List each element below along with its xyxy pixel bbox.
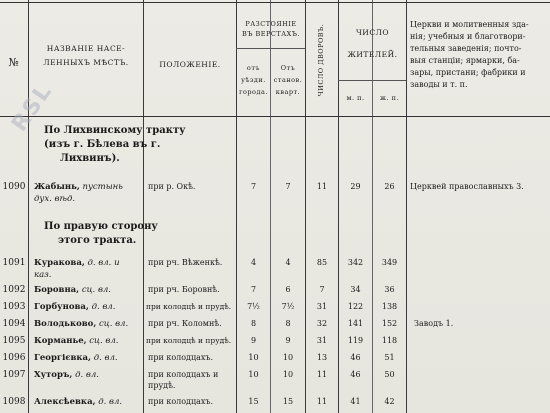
male-count: 46 — [350, 370, 361, 379]
place-type: д. вл. — [91, 302, 116, 312]
yards-count: 11 — [316, 182, 328, 191]
place-name-main: Георгієвка, — [34, 353, 92, 363]
distance-uezd: 15 — [248, 397, 259, 406]
place-position-cont: прудѣ. — [148, 381, 176, 390]
header-residents-1: ЧИСЛО — [356, 28, 389, 37]
column-rule — [270, 0, 271, 413]
yards-count: 11 — [316, 370, 328, 379]
row-number: 1095 — [2, 336, 26, 346]
header-distance-line2: ВЪ ВЕРСТАХЪ. — [242, 30, 300, 38]
yards-count: 7 — [319, 285, 325, 294]
place-type: д. вл. — [98, 397, 123, 407]
place-position: при колодцахъ. — [148, 397, 214, 406]
row-number: 1094 — [2, 319, 26, 329]
place-name-main: Хуторъ, — [34, 370, 73, 380]
place-type: д. вл. — [75, 370, 99, 380]
place-name — [34, 353, 118, 364]
row-number: 1098 — [2, 397, 26, 407]
row-number: 1096 — [2, 353, 26, 363]
place-name — [34, 258, 120, 269]
distance-uezd: 10 — [248, 370, 259, 379]
male-count: 119 — [347, 336, 364, 345]
female-count: 138 — [381, 302, 398, 311]
place-name — [34, 285, 111, 296]
distance-uezd: 7½ — [247, 302, 260, 311]
row-note: Заводъ 1. — [414, 319, 454, 328]
place-position: при р. Окѣ. — [148, 182, 196, 191]
yards-count: 13 — [316, 353, 328, 362]
place-type-2: дух. вѣд. — [34, 194, 76, 204]
header-top-rule — [0, 2, 550, 3]
place-name-main: Куракова, — [34, 258, 85, 268]
header-female: ж. п. — [379, 94, 399, 102]
place-name-main: Боровна, — [34, 285, 80, 295]
header-notes-2: нія; учебныя и благотвори- — [410, 32, 526, 41]
place-name-main: Горбунова, — [34, 302, 89, 312]
header-number: № — [8, 56, 20, 69]
distance-subrule — [236, 48, 305, 49]
header-dist-uezd-1: отъ — [246, 64, 261, 72]
distance-uezd: 10 — [248, 353, 259, 362]
distance-uezd: 9 — [250, 336, 257, 345]
section-tract-line3: Лихвинъ). — [60, 153, 120, 164]
section-right-line2: этого тракта. — [58, 235, 137, 246]
place-name-main: Алексѣевка, — [34, 397, 96, 407]
place-name — [34, 397, 122, 408]
distance-stan: 10 — [282, 370, 294, 379]
section-right-line1: По правую сторону — [44, 221, 158, 232]
male-count: 41 — [350, 397, 361, 406]
distance-uezd: 8 — [250, 319, 257, 328]
header-dist-uezd-3: города. — [239, 88, 268, 96]
place-name — [34, 182, 123, 193]
header-dist-uezd-2: уѣзди. — [241, 76, 266, 84]
header-bottom-rule — [0, 116, 550, 117]
header-notes-5: зары, пристани; фабрики и — [410, 68, 526, 77]
male-count: 34 — [350, 285, 361, 294]
place-type: сц. вл. — [81, 285, 112, 295]
section-tract-line2: (изъ г. Бѣлева въ г. — [44, 139, 161, 150]
header-notes-1: Церкви и молитвенныя зда- — [410, 20, 529, 29]
distance-stan: 6 — [285, 285, 291, 294]
row-number: 1091 — [2, 258, 26, 268]
distance-stan: 7½ — [281, 302, 295, 311]
distance-stan: 8 — [285, 319, 291, 328]
distance-uezd: 4 — [250, 258, 257, 267]
place-type: сц. вл. — [89, 336, 119, 346]
place-position: при рч. Вѣженкѣ. — [148, 258, 223, 267]
yards-count: 11 — [316, 397, 328, 406]
yards-count: 32 — [316, 319, 328, 328]
place-name-main: Корманье, — [34, 336, 87, 346]
place-type: пустынь — [82, 182, 123, 192]
row-number: 1092 — [2, 285, 26, 295]
library-watermark: RSL — [7, 78, 58, 137]
header-notes-4: выя станціи; ярмарки, ба- — [410, 56, 520, 65]
header-notes-3: тельныя заведенія; почто- — [410, 44, 522, 53]
row-number: 1090 — [2, 182, 26, 192]
male-count: 342 — [347, 258, 364, 267]
female-count: 36 — [384, 285, 395, 294]
place-name — [34, 370, 99, 381]
header-residents-2: ЖИТЕЛЕЙ. — [347, 50, 398, 59]
column-rule — [236, 0, 237, 413]
header-notes-6: заводы и т. п. — [410, 80, 468, 89]
header-position: ПОЛОЖЕНІЕ. — [159, 60, 221, 69]
place-type-2: каз. — [34, 270, 52, 280]
header-yards: ЧИСЛО ДВОРОВЪ. — [317, 23, 325, 97]
header-name-line2: ЛЕННЫХЪ МѢСТЪ. — [43, 58, 129, 67]
female-count: 26 — [384, 182, 395, 191]
place-type: сц. вл. — [99, 319, 129, 329]
yards-count: 31 — [316, 336, 328, 345]
residents-subrule — [338, 80, 406, 81]
header-dist-stan-2: станов. — [273, 76, 303, 84]
column-rule — [372, 0, 373, 413]
place-name-main: Жабынь, — [34, 182, 80, 192]
header-dist-stan-1: Отъ — [280, 64, 296, 72]
place-name — [34, 302, 115, 313]
place-position: при колодцѣ и прудѣ. — [146, 302, 232, 311]
column-rule — [338, 0, 339, 413]
place-type-cont — [34, 270, 51, 281]
female-count: 50 — [384, 370, 395, 379]
place-type: д. вл. и — [87, 258, 120, 268]
distance-stan: 9 — [285, 336, 291, 345]
female-count: 349 — [381, 258, 398, 267]
header-male: м. п. — [346, 94, 365, 102]
distance-stan: 10 — [282, 353, 294, 362]
place-type: д. вл. — [93, 353, 118, 363]
place-position: при колодцахъ и — [148, 370, 219, 379]
column-rule — [406, 0, 407, 413]
section-tract-line1: По Лихвинскому тракту — [44, 125, 186, 136]
place-name — [34, 319, 128, 330]
male-count: 141 — [347, 319, 364, 328]
place-name — [34, 336, 118, 347]
yards-count: 31 — [316, 302, 328, 311]
distance-uezd: 7 — [250, 182, 257, 191]
male-count: 29 — [350, 182, 361, 191]
male-count: 46 — [350, 353, 361, 362]
female-count: 42 — [384, 397, 395, 406]
place-position: при колодцахъ. — [148, 353, 214, 362]
place-position: при колодцѣ и прудѣ. — [146, 336, 232, 345]
place-position: при рч. Боровнѣ. — [148, 285, 220, 294]
header-dist-stan-3: кварт. — [275, 88, 301, 96]
place-type-cont — [34, 194, 75, 205]
distance-uezd: 7 — [250, 285, 257, 294]
distance-stan: 15 — [282, 397, 294, 406]
row-note: Церквей православныхъ 3. — [410, 182, 524, 191]
yards-count: 85 — [316, 258, 328, 267]
female-count: 118 — [381, 336, 398, 345]
distance-stan: 7 — [285, 182, 291, 191]
column-rule — [305, 0, 306, 413]
header-name-line1: НАЗВАНІЕ НАСЕ- — [46, 44, 126, 53]
header-distance-line1: РАЗСТОЯНІЕ — [245, 20, 297, 28]
male-count: 122 — [347, 302, 364, 311]
place-position: при рч. Коломнѣ. — [148, 319, 222, 328]
female-count: 152 — [381, 319, 398, 328]
row-number: 1097 — [2, 370, 26, 380]
row-number: 1093 — [2, 302, 26, 312]
female-count: 51 — [384, 353, 395, 362]
distance-stan: 4 — [285, 258, 291, 267]
place-name-main: Володьково, — [34, 319, 97, 329]
column-rule — [28, 0, 29, 413]
